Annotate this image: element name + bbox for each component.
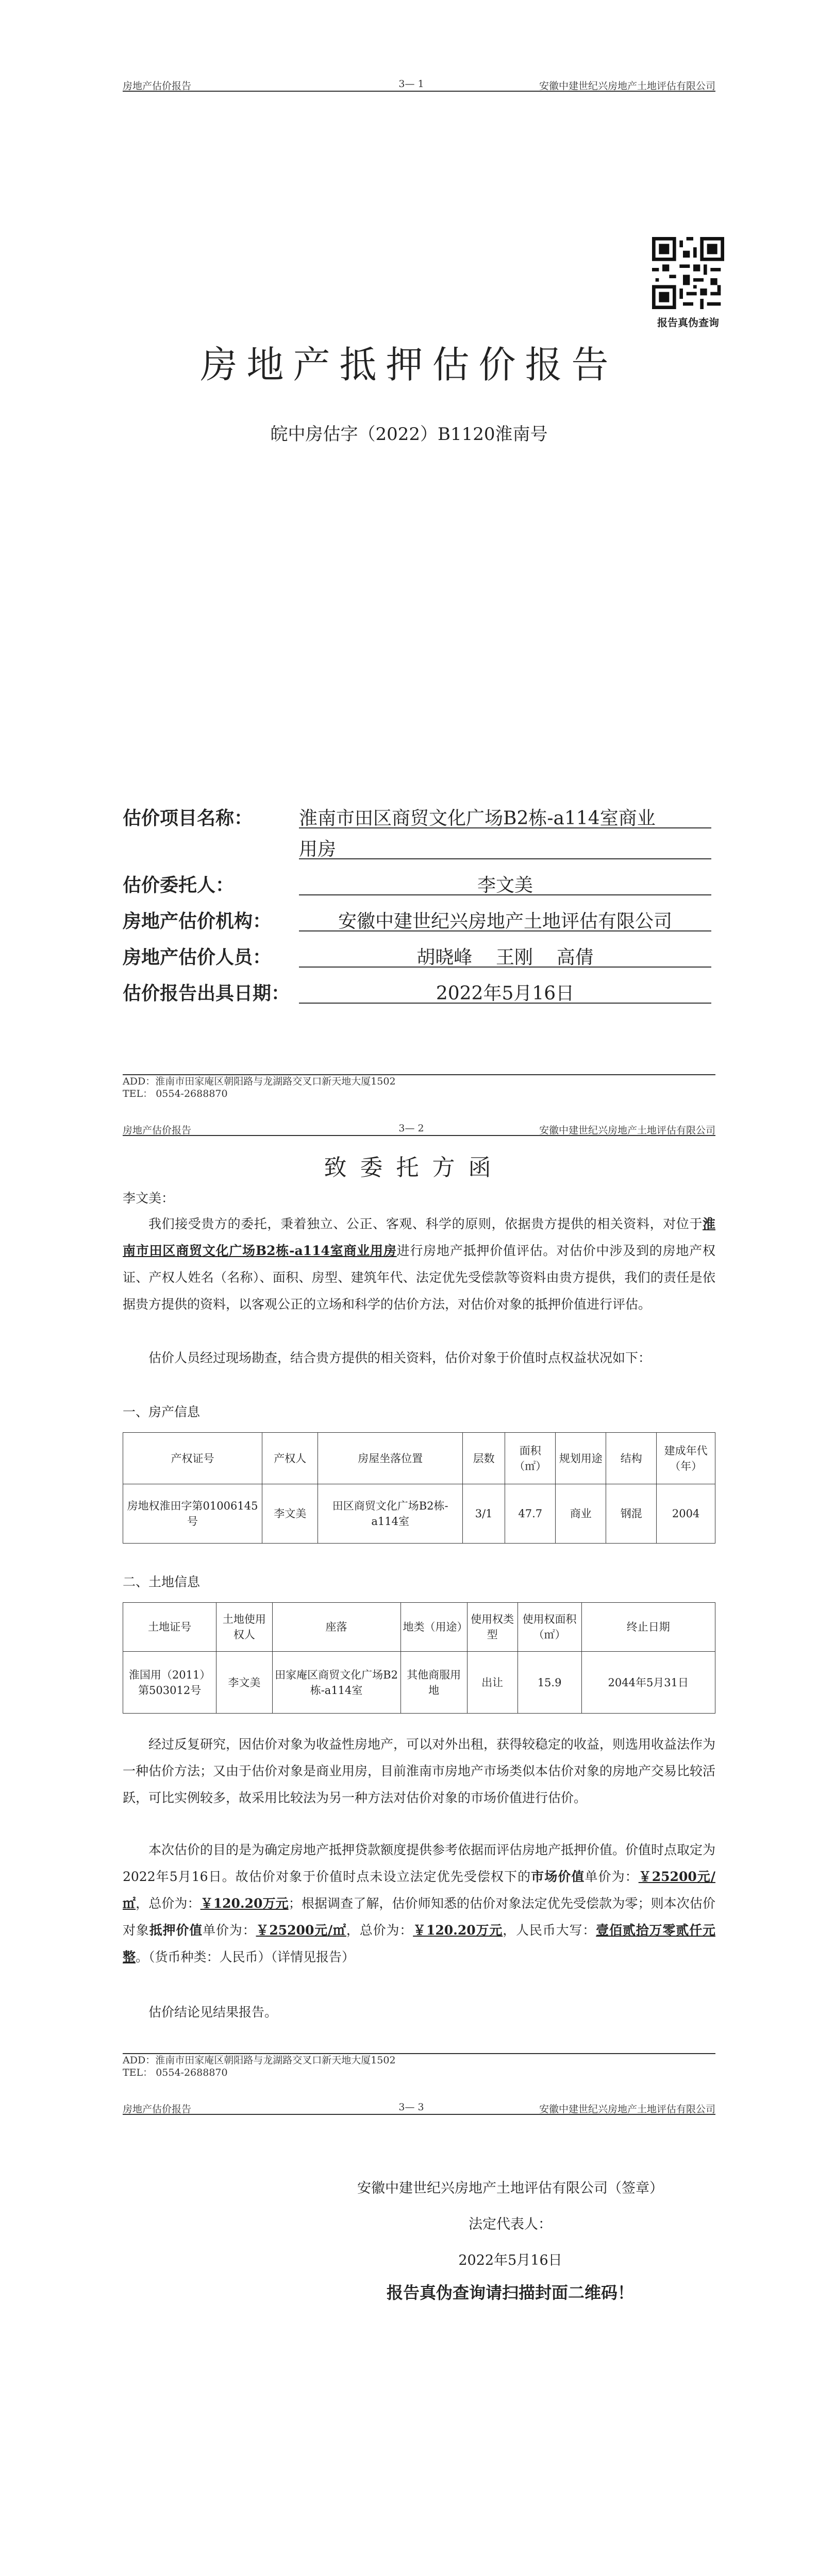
report-title: 房地产抵押估价报告 <box>200 343 618 386</box>
footer-tel: TEL： 0554-2688870 <box>123 1088 228 1099</box>
letter-paragraph-4: 本次估价的目的是为确定房地产抵押贷款额度提供参考依据而评估房地产抵押价值。价值时点取定为2022年5月16日。故估价对象于价值时点未设立法定优先受偿权下的市场价值单价为：￥25200元/㎡，总价为：￥120.20万元；根据调查了解，估价师知悉的估价对象法定优先受偿款为零；则本次估价对象抵押价值单价为：￥25200元/㎡，总价为：￥120.20万元，人民币大写：壹佰贰拾万零贰仟元整。（货币种类：人民币）（详情见报告） <box>123 1842 716 1964</box>
verification-note: 报告真伪查询请扫描封面二维码！ <box>386 2283 634 2302</box>
signature-representative: 法定代表人： <box>469 2216 552 2232</box>
info-label-date: 估价报告出具日期： <box>123 982 290 1004</box>
info-value-agency: 安徽中建世纪兴房地产土地评估有限公司 <box>299 907 711 931</box>
header-page: 3— 1 <box>398 78 424 90</box>
info-value-project: 淮南市田区商贸文化广场B2栋-a114室商业 <box>299 804 711 828</box>
letter-paragraph-3: 经过反复研究，因估价对象为收益性房地产，可以对外出租，获得较稳定的收益，则选用收益法作为一种估价方法；又由于估价对象是商业用房，目前淮南市房地产市场类似本估价对象的房地产交易比较活跃，可比实例较多，故采用比较法为另一种方法对估价对象的市场价值进行估价。 <box>123 1737 716 1805</box>
table-row: 淮国用（2011）第503012号 李文美 田家庵区商贸文化广场B2栋-a114室 其他商服用地 出让 15.9 2044年5月31日 <box>123 1652 715 1714</box>
market-unit-price: ￥25200元/㎡ <box>123 1869 715 1911</box>
page-header-2: 房地产估价报告 3— 2 安徽中建世纪兴房地产土地评估有限公司 <box>123 1121 715 1136</box>
info-value-client: 李文美 <box>299 871 711 895</box>
property-name: 淮南市田区商贸文化广场B2栋-a114室商业用房 <box>123 1216 715 1258</box>
info-label-project: 估价项目名称： <box>123 807 253 829</box>
mortgage-unit-price: ￥25200元/㎡ <box>256 1923 346 1938</box>
page-header-3: 房地产估价报告 3— 3 安徽中建世纪兴房地产土地评估有限公司 <box>123 2099 715 2115</box>
land-info-heading: 二、土地信息 <box>123 1574 201 1589</box>
market-total-price: ￥120.20万元 <box>200 1896 289 1911</box>
header-right: 安徽中建世纪兴房地产土地评估有限公司 <box>539 80 715 92</box>
info-value-project-cont: 用房 <box>299 835 711 859</box>
info-label-agency: 房地产估价机构： <box>123 910 272 932</box>
mortgage-total-price: ￥120.20万元 <box>413 1923 503 1938</box>
header-left: 房地产估价报告 <box>123 80 192 92</box>
qr-caption: 报告真伪查询 <box>657 316 719 329</box>
qr-code-icon[interactable] <box>652 237 724 309</box>
page-header-1 <box>123 76 715 92</box>
page-footer-1 <box>123 1074 715 1100</box>
info-label-client: 估价委托人： <box>123 874 235 896</box>
table-row: 房地权淮田字第01006145号 李文美 田区商贸文化广场B2栋-a114室 3/1 47.7 商业 钢混 2004 <box>123 1484 715 1544</box>
house-info-table: 产权证号 产权人 房屋坐落位置 层数 面积（㎡） 规划用途 结构 建成年代（年） 房地权淮田字第01006145号 李文美 田区商贸文化广场B2栋-a114室 3/1 47.7 商业 钢混 2004 <box>123 1432 715 1544</box>
land-info-table: 土地证号 土地使用权人 座落 地类（用途） 使用权类型 使用权面积（㎡） 终止日期 淮国用（2011）第503012号 李文美 田家庵区商贸文化广场B2栋-a114室 其他商服用地 出让 15.9 2044年5月31日 <box>123 1602 715 1714</box>
amount-in-words: 壹佰贰拾万零贰仟元整 <box>123 1923 715 1964</box>
letter-salutation: 李文美： <box>123 1191 175 1206</box>
footer-address: ADD：淮南市田家庵区朝阳路与龙湖路交叉口新天地大厦1502 <box>123 1076 396 1087</box>
page-footer-2: ADD：淮南市田家庵区朝阳路与龙湖路交叉口新天地大厦1502 TEL： 0554-2688870 <box>123 2053 715 2079</box>
letter-paragraph-1: 我们接受贵方的委托，秉着独立、公正、客观、科学的原则，依据贵方提供的相关资料，对位于淮南市田区商贸文化广场B2栋-a114室商业用房进行房地产抵押价值评估。对估价中涉及到的房地产权证、产权人姓名（名称）、面积、房型、建筑年代、法定优先受偿款等资料由贵方提供，我们的责任是依据贵方提供的资料，以客观公正的立场和科学的估价方法，对估价对象的抵押价值进行评估。 <box>123 1216 715 1312</box>
house-info-heading: 一、房产信息 <box>123 1404 201 1419</box>
info-value-appraisers: 胡晓峰 王刚 高倩 <box>299 943 711 968</box>
letter-title: 致 委 托 方 函 <box>324 1155 494 1181</box>
signature-company: 安徽中建世纪兴房地产土地评估有限公司（签章） <box>357 2180 663 2196</box>
document-number: 皖中房估字（2022）B1120淮南号 <box>270 424 548 445</box>
letter-paragraph-5: 估价结论见结果报告。 <box>148 2005 278 2020</box>
info-label-appraisers: 房地产估价人员： <box>123 946 272 968</box>
letter-paragraph-2: 估价人员经过现场勘查，结合贵方提供的相关资料，估价对象于价值时点权益状况如下： <box>148 1350 652 1365</box>
signature-date: 2022年5月16日 <box>458 2252 562 2268</box>
info-value-date: 2022年5月16日 <box>299 979 711 1004</box>
